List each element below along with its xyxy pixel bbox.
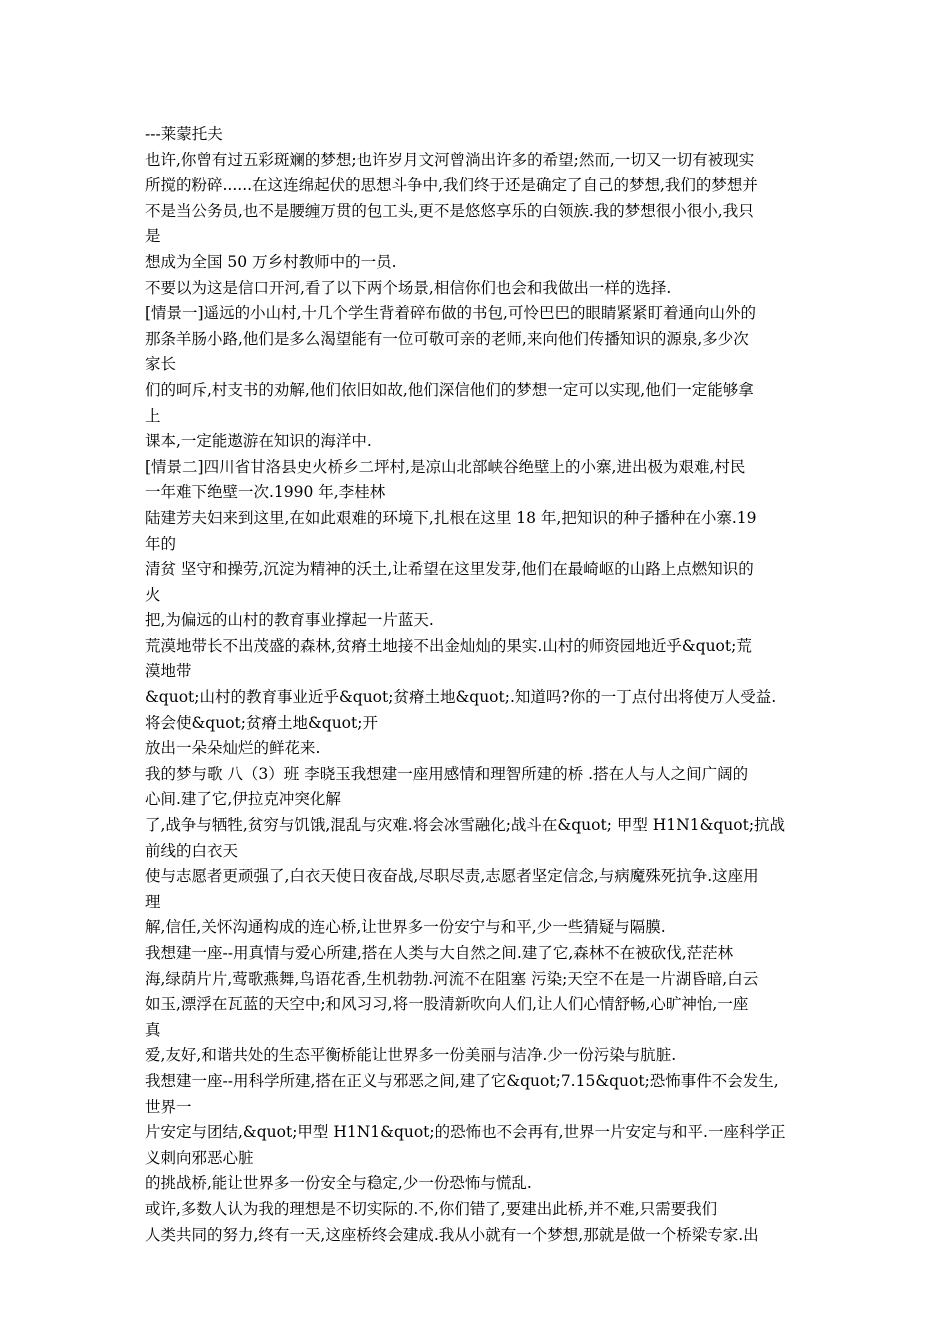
text-line: ---莱蒙托夫 <box>145 125 223 143</box>
text-line: 义刺向邪恶心脏 <box>145 1148 254 1167</box>
text-line: 一年难下绝壁一次.1990 年,李桂林 <box>145 483 386 502</box>
text-line: 不是当公务员,也不是腰缠万贯的包工头,更不是悠悠享乐的白领族.我的梦想很小很小,我只 <box>145 201 754 220</box>
text-line: [情景一]遥远的小山村,十几个学生背着碎布做的书包,可怜巴巴的眼睛紧紧盯着通向山外的 <box>145 304 756 323</box>
text-line: 把,为偏远的山村的教育事业撑起一片蓝天. <box>145 611 434 630</box>
text-line: 片安定与团结,&quot;甲型 H1N1&quot;的恐怖也不会再有,世界一片安定与和平.一座科学正 <box>145 1123 786 1142</box>
text-line: 的挑战桥,能让世界多一份安全与稳定,少一份恐怖与慌乱. <box>145 1174 532 1193</box>
text-line: 不要以为这是信口开河,看了以下两个场景,相信你们也会和我做出一样的选择. <box>145 278 672 297</box>
text-line: 爱,友好,和谐共处的生态平衡桥能让世界多一份美丽与洁净.少一份污染与肮脏. <box>145 1046 677 1065</box>
text-line: 人类共同的努力,终有一天,这座桥终会建成.我从小就有一个梦想,那就是做一个桥梁专家.出 <box>145 1225 759 1244</box>
text-line: 理 <box>145 892 161 911</box>
text-line: 真 <box>145 1020 161 1039</box>
text-line: 那条羊肠小路,他们是多么渴望能有一位可敬可亲的老师,来向他们传播知识的源泉,多少次 <box>145 329 749 348</box>
text-line: 海,绿荫片片,莺歌燕舞,鸟语花香,生机勃勃.河流不在阻塞 污染;天空不在是一片湖昏暗,白云 <box>145 969 759 988</box>
text-line: 陆建芳夫妇来到这里,在如此艰难的环境下,扎根在这里 18 年,把知识的种子播种在小寨.19 <box>145 508 757 527</box>
text-line: 我想建一座--用真情与爱心所建,搭在人类与大自然之间.建了它,森林不在被砍伐,茫茫林 <box>145 944 734 962</box>
text-line: 家长 <box>145 355 177 374</box>
text-line: 火 <box>145 585 161 604</box>
text-line: 也许,你曾有过五彩斑斓的梦想;也许岁月文河曾淌出许多的希望;然而,一切又一切有被现实 <box>145 150 755 169</box>
text-line: 年的 <box>145 534 177 553</box>
text-line: [情景二]四川省甘洛县史火桥乡二坪村,是凉山北部峡谷绝壁上的小寨,进出极为艰难,村民 <box>145 457 746 476</box>
text-line: 或许,多数人认为我的理想是不切实际的.不,你们错了,要建出此桥,并不难,只需要我们 <box>145 1199 718 1218</box>
text-line: 清贫 坚守和操劳,沉淀为精神的沃土,让希望在这里发芽,他们在最崎岖的山路上点燃知识的 <box>145 560 754 579</box>
text-line: 将会使&quot;贫瘠土地&quot;开 <box>145 713 378 732</box>
text-line: 是 <box>145 227 161 246</box>
text-line: 我的梦与歌 八（3）班 李晓玉我想建一座用感情和理智所建的桥 .搭在人与人之间广阔的 <box>145 764 749 783</box>
document-body <box>145 122 815 1248</box>
text-line: 我想建一座--用科学所建,搭在正义与邪恶之间,建了它&quot;7.15&quot;恐怖事件不会发生, <box>145 1071 779 1090</box>
text-line: 们的呵斥,村支书的劝解,他们依旧如故,他们深信他们的梦想一定可以实现,他们一定能够拿 <box>145 380 754 399</box>
text-line: 课本,一定能遨游在知识的海洋中. <box>145 432 372 451</box>
text-line: 放出一朵朵灿烂的鲜花来. <box>145 739 321 758</box>
text-line: 漠地带 <box>145 662 192 681</box>
text-line: 荒漠地带长不出茂盛的森林,贫瘠土地接不出金灿灿的果实.山村的师资园地近乎&quot;荒 <box>145 636 752 655</box>
text-line: 前线的白衣天 <box>145 841 239 860</box>
text-line: 世界一 <box>145 1097 192 1116</box>
text-line: &quot;山村的教育事业近乎&quot;贫瘠土地&quot;.知道吗?你的一丁点付出将使万人受益. <box>145 688 777 707</box>
text-line: 使与志愿者更顽强了,白衣天使日夜奋战,尽职尽责,志愿者坚定信念,与病魔殊死抗争.这座用 <box>145 867 759 886</box>
text-line: 解,信任,关怀沟通构成的连心桥,让世界多一份安宁与和平,少一些猜疑与隔膜. <box>145 918 666 937</box>
text-line: 如玉,漂浮在瓦蓝的天空中;和风习习,将一股清新吹向人们,让人们心情舒畅,心旷神怡,一座 <box>145 995 749 1014</box>
text-line: 上 <box>145 406 161 425</box>
text-line: 了,战争与牺牲,贫穷与饥饿,混乱与灾难.将会冰雪融化;战斗在&quot; 甲型 H1N1&quot;抗战 <box>145 816 786 835</box>
text-line: 想成为全国 50 万乡村教师中的一员. <box>145 252 397 271</box>
text-line: 心间.建了它,伊拉克冲突化解 <box>145 790 341 809</box>
text-line: 所搅的粉碎......在这连绵起伏的思想斗争中,我们终于还是确定了自己的梦想,我们的梦想并 <box>145 176 758 195</box>
